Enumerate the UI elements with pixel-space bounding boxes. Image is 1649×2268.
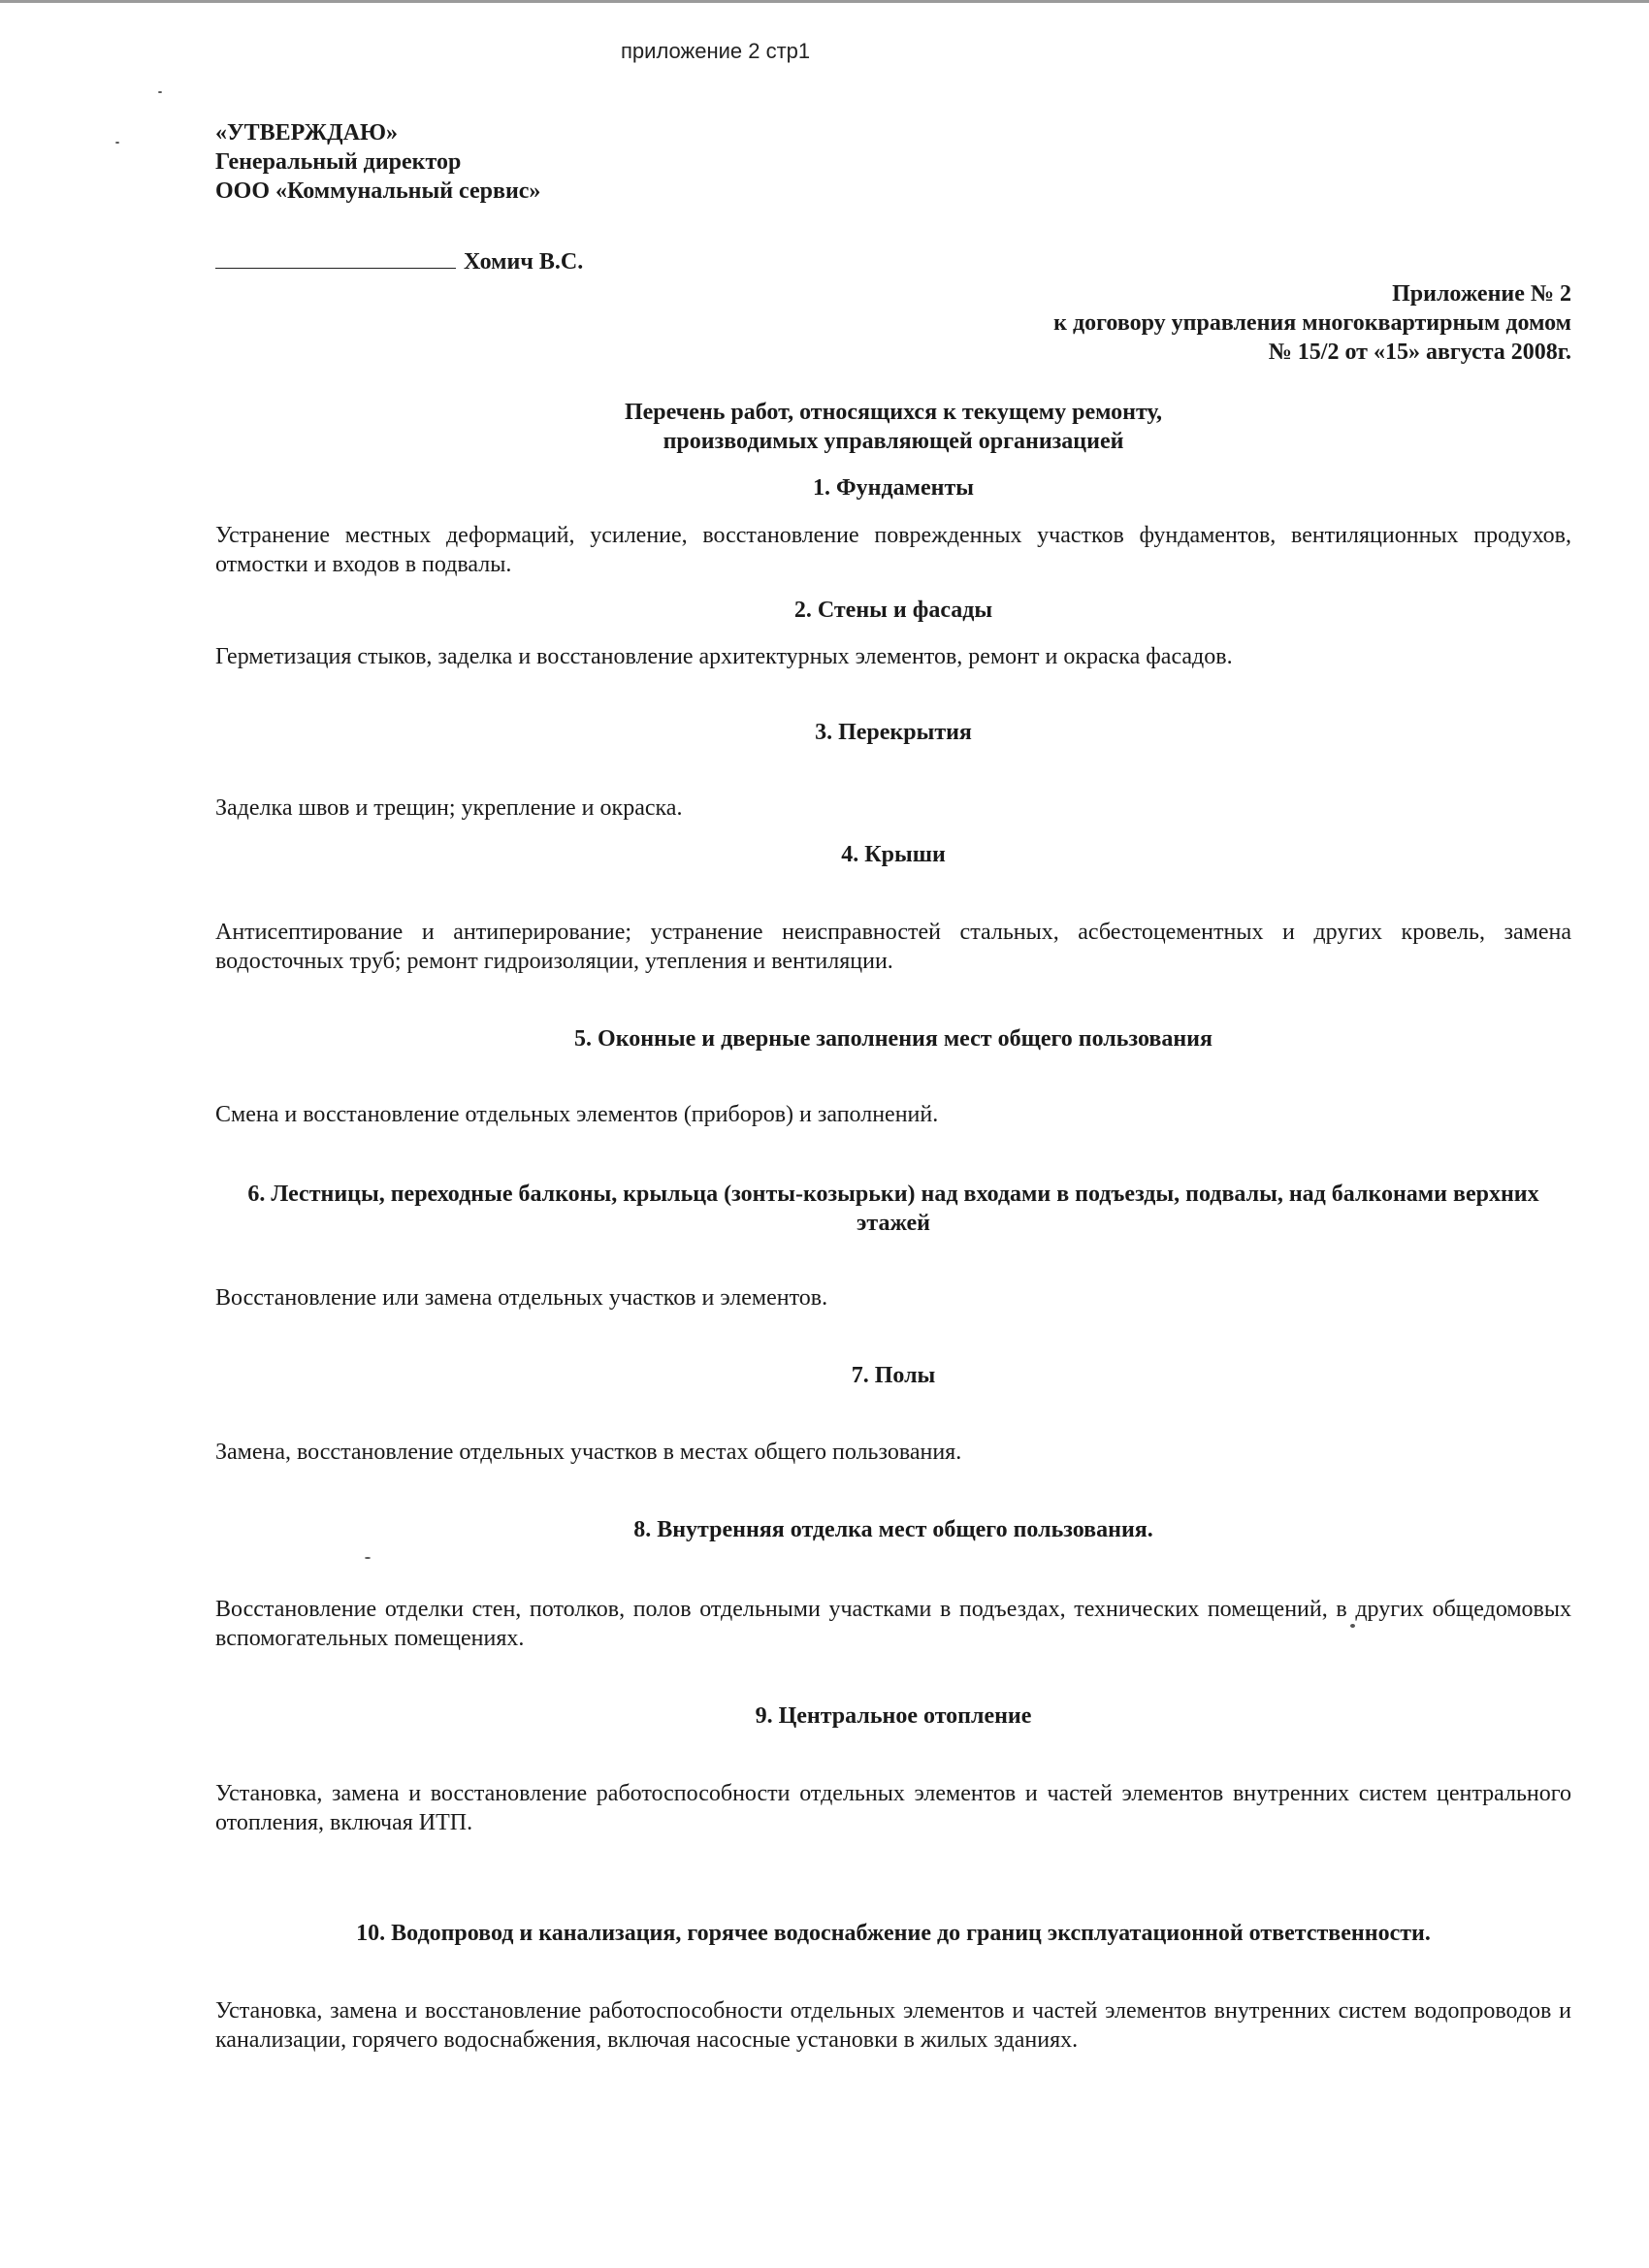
section-body: Герметизация стыков, заделка и восстановление архитектурных элементов, ремонт и окраска фасадов.	[215, 644, 1233, 669]
section-heading: 2. Стены и фасады	[793, 598, 993, 623]
appendix-contract-number: № 15/2 от «15» августа 2008г.	[1268, 340, 1571, 365]
section-body: Восстановление отделки стен, потолков, полов отдельными участками в подъездах, технических помещений, в других общедомовых вспомогательных помещениях.	[215, 1597, 1571, 1651]
section-body: Устранение местных деформаций, усиление, восстановление поврежденных участков фундаментов, вентиляционных продухов, отмостки и входов в подвалы.	[215, 523, 1571, 577]
section-heading: 1. Фундаменты	[813, 475, 974, 501]
scan-speck	[115, 142, 119, 144]
appendix-contract: к договору управления многоквартирным домом	[1053, 310, 1571, 336]
section-heading: 5. Оконные и дверные заполнения мест общего пользования	[574, 1026, 1212, 1052]
scan-edge	[0, 0, 1649, 3]
signatory-name: Хомич В.С.	[464, 249, 584, 275]
page-note: приложение 2 стр1	[621, 39, 811, 63]
appendix-block	[1053, 279, 1571, 367]
section-heading: 9. Центральное отопление	[755, 1703, 1032, 1729]
section-heading: 10. Водопровод и канализация, горячее водоснабжение до границ эксплуатационной ответственности.	[356, 1921, 1431, 1946]
signature-line	[215, 244, 583, 275]
appendix-number: Приложение № 2	[1392, 281, 1571, 307]
section-heading: 6. Лестницы, переходные балконы, крыльца (зонты-козырьки) над входами в подъезды, подвалы, над балконами верхних этажей	[247, 1182, 1539, 1236]
section-body: Установка, замена и восстановление работоспособности отдельных элементов и частей элементов внутренних систем водопроводов и канализации, горячего водоснабжения, включая насосные установки в жилых зданиях.	[215, 1998, 1571, 2053]
title-line-2: производимых управляющей организацией	[663, 429, 1124, 454]
signature-blank	[215, 244, 456, 269]
scan-speck	[365, 1557, 371, 1559]
approver-position: Генеральный директор	[215, 149, 462, 175]
section-body: Восстановление или замена отдельных участков и элементов.	[215, 1285, 828, 1311]
section-heading: 8. Внутренняя отделка мест общего пользования.	[633, 1517, 1153, 1542]
scan-speck	[158, 91, 162, 93]
approver-company: ООО «Коммунальный сервис»	[215, 178, 541, 204]
approval-block	[215, 118, 540, 206]
section-heading: 7. Полы	[851, 1363, 936, 1388]
title-line-1: Перечень работ, относящихся к текущему ремонту,	[624, 400, 1163, 425]
scan-speck	[1350, 1624, 1355, 1628]
document-title	[215, 398, 1571, 456]
approval-stamp: «УТВЕРЖДАЮ»	[215, 120, 399, 146]
section-body: Заделка швов и трещин; укрепление и окраска.	[215, 795, 683, 821]
section-body: Замена, восстановление отдельных участков в местах общего пользования.	[215, 1440, 962, 1465]
section-heading: 4. Крыши	[841, 842, 946, 867]
section-body: Антисептирование и антиперирование; устранение неисправностей стальных, асбестоцементных и других кровель, замена водосточных труб; ремонт гидроизоляции, утепления и вентиляции.	[215, 920, 1571, 974]
section-heading: 3. Перекрытия	[815, 720, 972, 745]
section-body: Установка, замена и восстановление работоспособности отдельных элементов и частей элементов внутренних систем центрального отопления, включая ИТП.	[215, 1781, 1571, 1835]
section-body: Смена и восстановление отдельных элементов (приборов) и заполнений.	[215, 1102, 939, 1127]
